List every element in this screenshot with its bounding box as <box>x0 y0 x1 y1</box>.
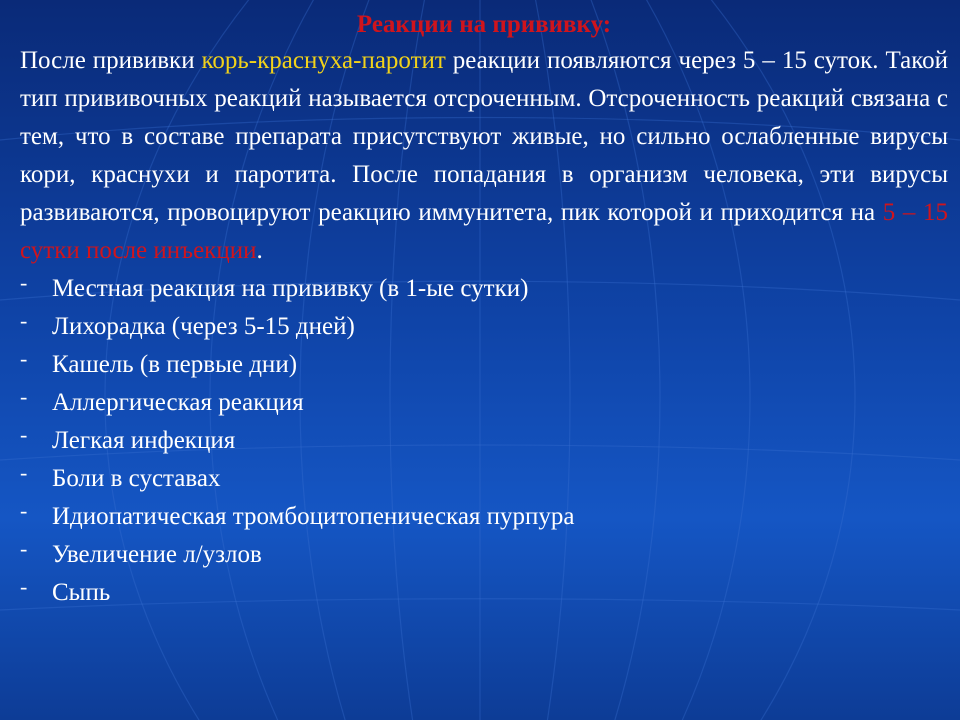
list-item-text: Кашель (в первые дни) <box>52 351 298 378</box>
list-item <box>20 498 948 536</box>
list-item <box>20 574 948 612</box>
intro-paragraph <box>20 42 948 270</box>
reaction-list <box>20 270 948 612</box>
list-item-text: Сыпь <box>52 579 111 606</box>
list-item-text: Увеличение л/узлов <box>52 541 262 568</box>
dash-bullet: - <box>20 498 28 523</box>
list-item-text: Лихорадка (через 5-15 дней) <box>52 313 355 340</box>
slide-title: Реакции на прививку: <box>356 11 612 38</box>
list-item <box>20 422 948 460</box>
paragraph-text-1: После прививки <box>20 47 202 74</box>
dash-bullet: - <box>20 308 28 333</box>
list-item-text: Аллергическая реакция <box>52 389 304 416</box>
dash-bullet: - <box>20 536 28 561</box>
dash-bullet: - <box>20 422 28 447</box>
list-item <box>20 460 948 498</box>
dash-bullet: - <box>20 574 28 599</box>
vaccine-name-highlight: корь-краснуха-паротит <box>201 47 446 74</box>
list-item-text: Местная реакция на прививку (в 1-ые сутки) <box>52 275 529 302</box>
list-item <box>20 384 948 422</box>
list-item-text: Легкая инфекция <box>52 427 236 454</box>
dash-bullet: - <box>20 270 28 295</box>
list-item <box>20 270 948 308</box>
slide-content <box>20 8 948 612</box>
dash-bullet: - <box>20 460 28 485</box>
paragraph-text-2: реакции появляются через 5 – 15 суток. Такой тип прививочных реакций называется отсроченным. Отсроченность реакций связана с тем, что в составе препарата присутствуют живые, но сильно ослабленные вирусы кори, краснухи и паротита. После попадания в организм человека, эти вирусы развиваются, провоцируют реакцию иммунитета, пик которой и приходится на <box>20 47 948 226</box>
dash-bullet: - <box>20 384 28 409</box>
dash-bullet: - <box>20 346 28 371</box>
list-item <box>20 536 948 574</box>
peak-period-highlight: 5 – 15 сутки после инъекции <box>20 199 949 264</box>
list-item <box>20 308 948 346</box>
list-item-text: Боли в суставах <box>52 465 221 492</box>
paragraph-text-3: . <box>256 237 263 264</box>
list-item-text: Идиопатическая тромбоцитопеническая пурпура <box>52 503 575 530</box>
list-item <box>20 346 948 384</box>
